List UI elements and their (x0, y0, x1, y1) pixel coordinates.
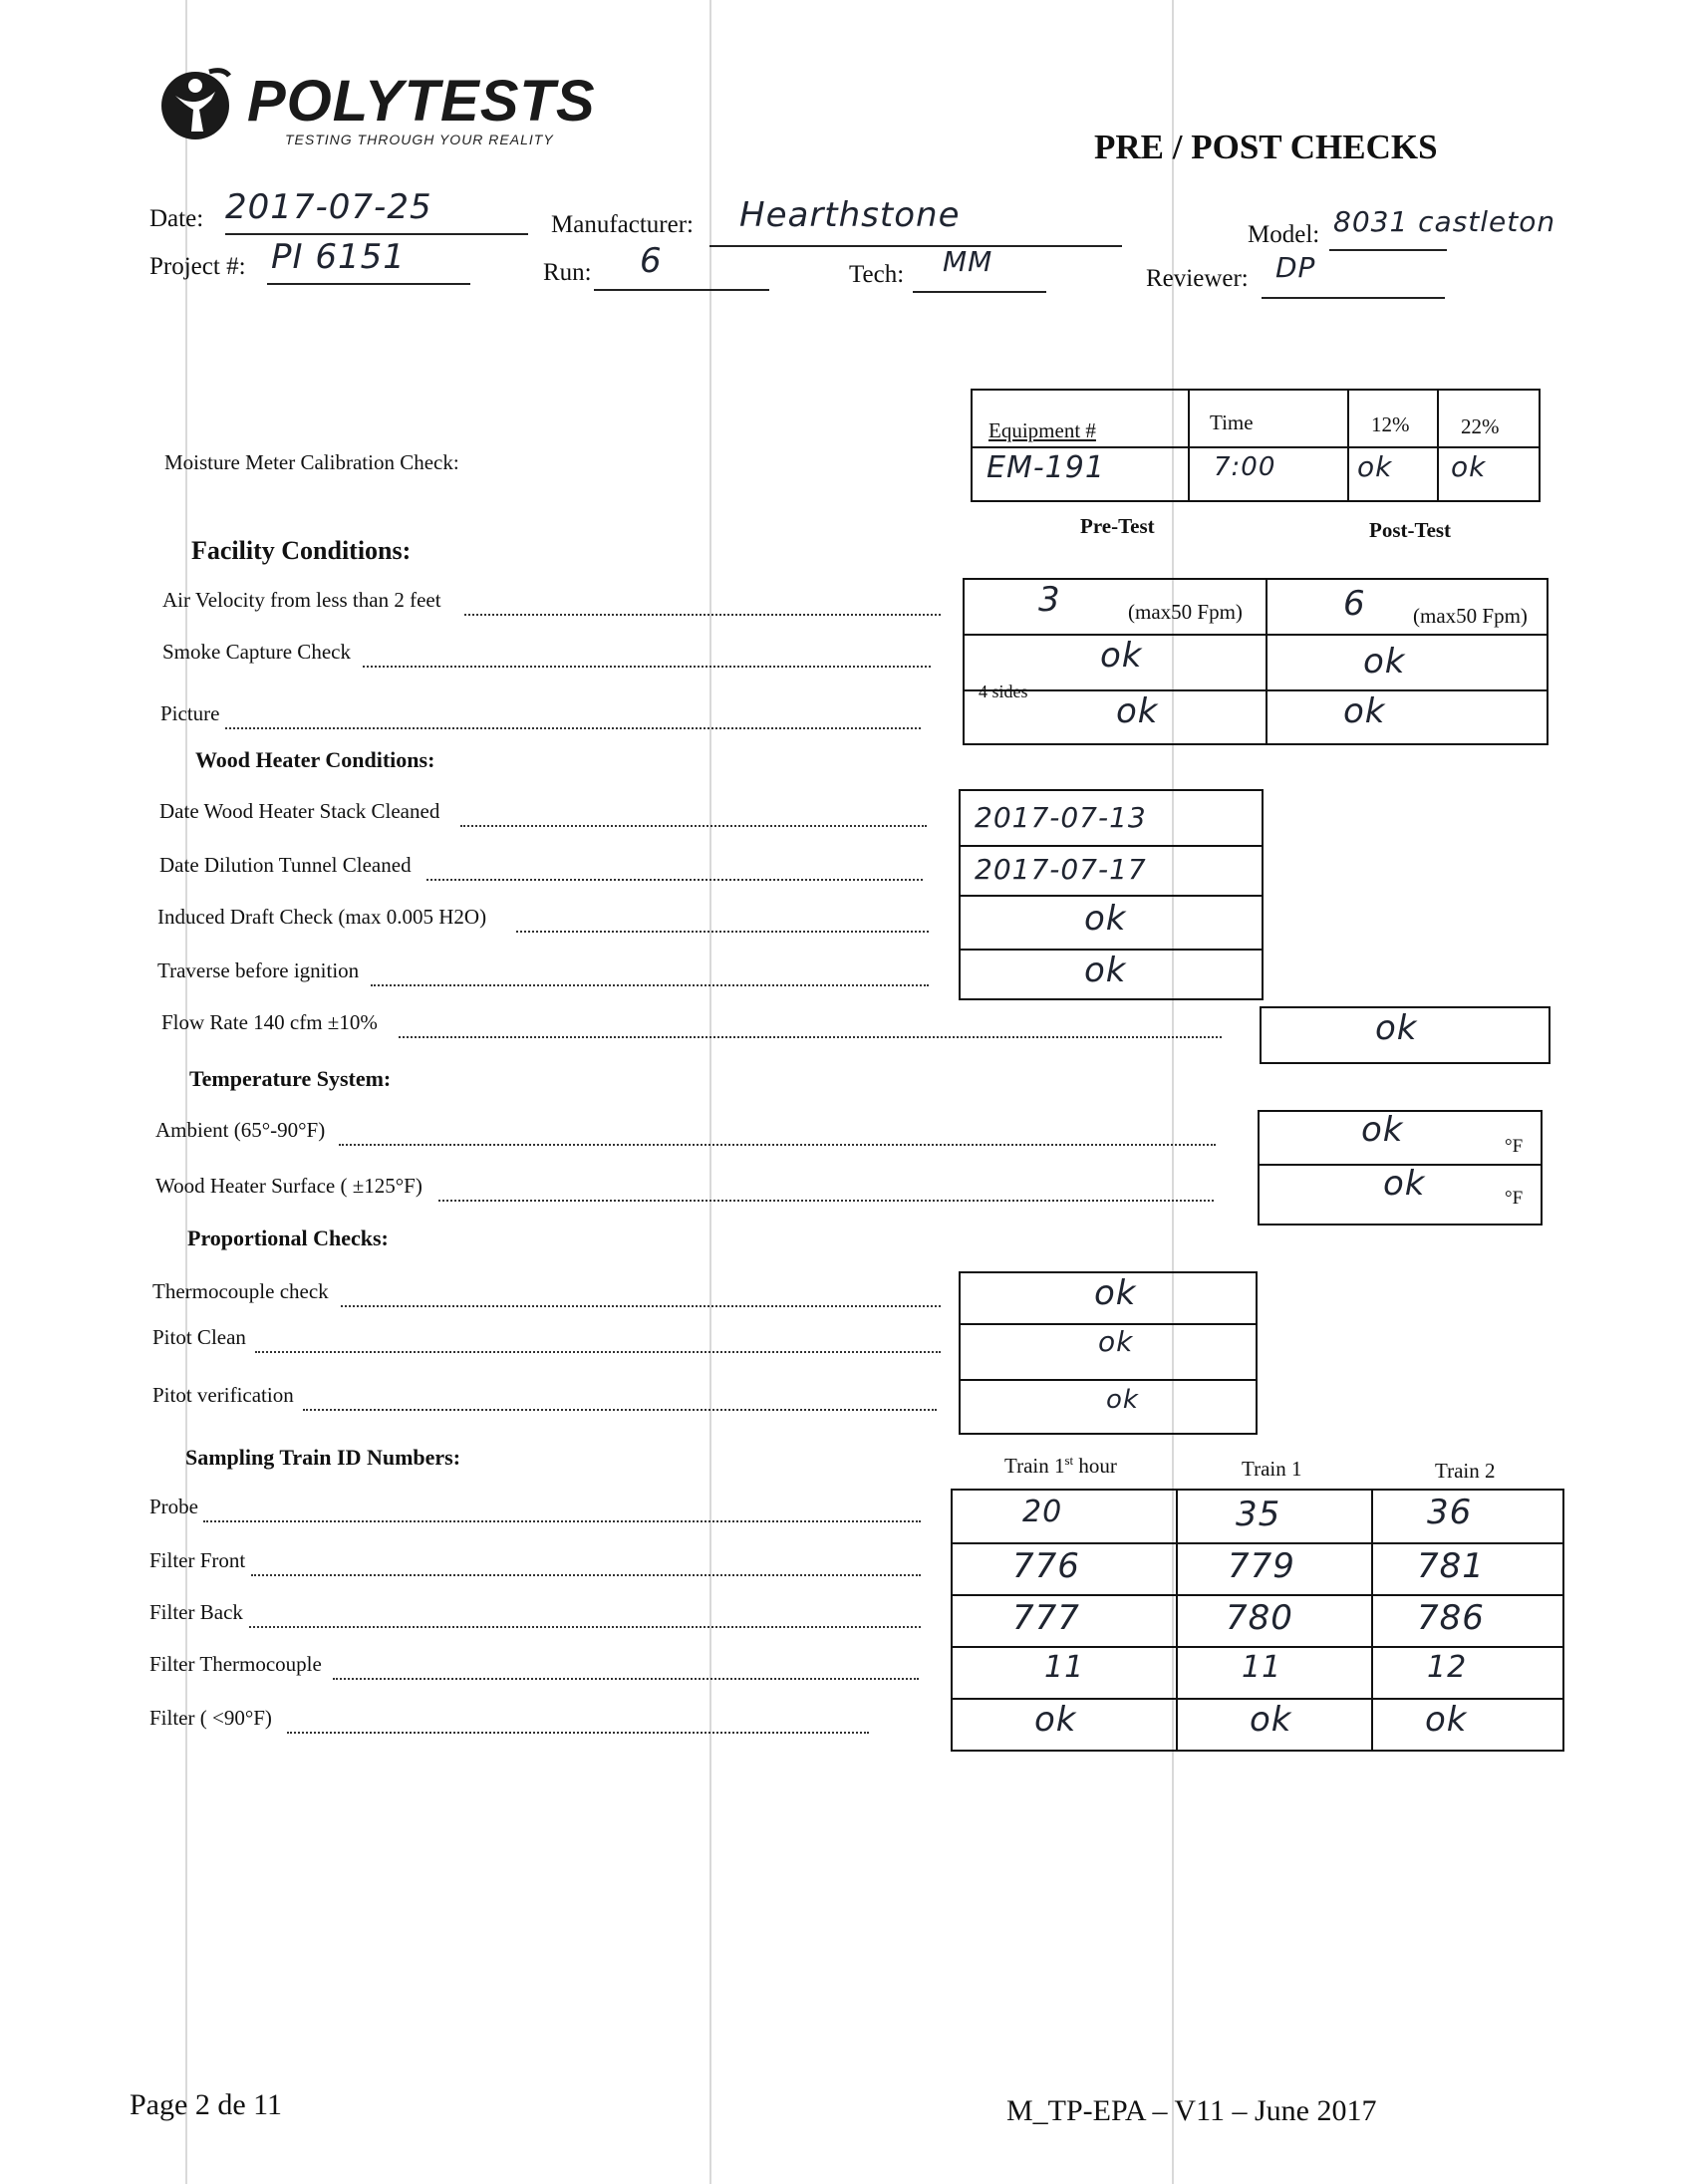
tech-field[interactable] (913, 245, 1046, 293)
filter-thermocouple-first-hour[interactable]: 11 (1044, 1650, 1085, 1685)
picture-post[interactable]: ok (1343, 691, 1386, 731)
pre-test-header: Pre-Test (1080, 514, 1155, 538)
air-velocity-pre-note: (max50 Fpm) (1128, 600, 1243, 624)
proportional-row-label: Pitot verification (152, 1383, 294, 1407)
smoke-capture-post[interactable]: ok (1363, 642, 1406, 682)
sampling-col-train2: Train 2 (1435, 1459, 1496, 1483)
moisture-header-equipment: Equipment # (988, 418, 1096, 442)
filter-temp-first-hour[interactable]: ok (1034, 1700, 1077, 1740)
reviewer-field[interactable] (1262, 251, 1445, 299)
ambient-value[interactable]: ok (1361, 1110, 1404, 1150)
filter-thermocouple-train1[interactable]: 11 (1242, 1650, 1282, 1685)
ambient-unit: °F (1505, 1136, 1524, 1157)
run-field[interactable] (594, 241, 769, 291)
probe-train2[interactable]: 36 (1427, 1493, 1473, 1532)
run-label: Run: (543, 259, 592, 286)
page-number: Page 2 de 11 (130, 2088, 283, 2121)
filter-temp-train2[interactable]: ok (1425, 1700, 1468, 1740)
page-title: PRE / POST CHECKS (1094, 128, 1438, 166)
probe-train1[interactable]: 35 (1236, 1495, 1281, 1534)
air-velocity-post-note: (max50 Fpm) (1413, 604, 1528, 628)
moisture-12-value[interactable]: ok (1357, 450, 1393, 483)
moisture-table (971, 389, 1541, 502)
flow-rate-label: Flow Rate 140 cfm ±10% (161, 1010, 378, 1034)
wood-heater-table (959, 789, 1264, 1000)
run-value: 6 (640, 241, 663, 281)
filter-temp-train1[interactable]: ok (1250, 1700, 1292, 1740)
filter-back-train2[interactable]: 786 (1417, 1598, 1485, 1638)
wood-heater-title: Wood Heater Conditions: (195, 747, 435, 772)
document-id: M_TP-EPA – V11 – June 2017 (1006, 2094, 1377, 2127)
manufacturer-label: Manufacturer: (551, 211, 694, 238)
logo-tagline: TESTING THROUGH YOUR REALITY (285, 132, 554, 147)
picture-pre[interactable]: ok (1116, 691, 1159, 731)
filter-front-train1[interactable]: 779 (1228, 1546, 1295, 1586)
filter-front-train2[interactable]: 781 (1417, 1546, 1485, 1586)
moisture-header-22: 22% (1461, 414, 1500, 438)
reviewer-label: Reviewer: (1146, 265, 1249, 292)
sampling-col-first: Train 1st hour (1004, 1453, 1117, 1478)
air-velocity-post[interactable]: 6 (1343, 584, 1366, 624)
filter-back-train1[interactable]: 780 (1226, 1598, 1293, 1638)
project-field[interactable] (267, 237, 470, 285)
polytests-logo-icon (157, 66, 235, 143)
surface-value[interactable]: ok (1383, 1164, 1426, 1204)
temperature-row-label: Ambient (65°-90°F) (155, 1118, 326, 1142)
manufacturer-field[interactable] (709, 195, 1122, 247)
proportional-row-label: Thermocouple check (152, 1279, 329, 1303)
moisture-label: Moisture Meter Calibration Check: (164, 450, 459, 474)
proportional-title: Proportional Checks: (187, 1226, 389, 1250)
project-value: PI 6151 (271, 237, 406, 277)
traverse-value[interactable]: ok (1084, 951, 1127, 990)
model-label: Model: (1248, 221, 1320, 248)
sampling-col-train1: Train 1 (1242, 1457, 1302, 1481)
logo-brand: POLYTESTS (247, 69, 596, 134)
sampling-table (951, 1489, 1564, 1752)
reviewer-value: DP (1275, 251, 1316, 284)
project-label: Project #: (149, 253, 246, 280)
filter-thermocouple-train2[interactable]: 12 (1427, 1650, 1468, 1685)
induced-draft-value[interactable]: ok (1084, 899, 1127, 939)
sampling-row-label: Filter ( <90°F) (149, 1706, 272, 1730)
temperature-table (1258, 1110, 1543, 1226)
pitot-clean-value[interactable]: ok (1098, 1325, 1134, 1358)
smoke-capture-pre[interactable]: ok (1100, 636, 1143, 676)
wood-heater-row-label: Date Dilution Tunnel Cleaned (159, 853, 412, 877)
sampling-title: Sampling Train ID Numbers: (185, 1445, 461, 1470)
facility-row-label: Air Velocity from less than 2 feet (162, 588, 441, 612)
manufacturer-value: Hearthstone (739, 195, 961, 235)
facility-row-label: Picture (160, 701, 220, 725)
smoke-capture-note: 4 sides (979, 682, 1028, 701)
proportional-table (959, 1271, 1258, 1435)
moisture-time-value[interactable]: 7:00 (1214, 452, 1276, 482)
tunnel-cleaned-value[interactable]: 2017-07-17 (975, 853, 1147, 886)
flow-rate-value: ok (1375, 1008, 1418, 1048)
date-label: Date: (149, 205, 204, 232)
model-field[interactable] (1329, 205, 1556, 251)
date-value: 2017-07-25 (225, 187, 432, 227)
pitot-verification-value[interactable]: ok (1106, 1385, 1139, 1415)
wood-heater-row-label: Date Wood Heater Stack Cleaned (159, 799, 440, 823)
proportional-row-label: Pitot Clean (152, 1325, 246, 1349)
moisture-22-value[interactable]: ok (1451, 450, 1487, 483)
sampling-row-label: Filter Front (149, 1548, 246, 1572)
flow-rate-cell[interactable] (1260, 1006, 1550, 1064)
moisture-header-12: 12% (1371, 412, 1410, 436)
stack-cleaned-value[interactable]: 2017-07-13 (975, 801, 1147, 834)
tech-label: Tech: (849, 261, 905, 288)
date-field[interactable] (225, 187, 528, 235)
sampling-row-label: Filter Back (149, 1600, 243, 1624)
filter-front-first-hour[interactable]: 776 (1012, 1546, 1080, 1586)
facility-title: Facility Conditions: (191, 536, 412, 565)
thermocouple-check-value[interactable]: ok (1094, 1273, 1137, 1313)
surface-unit: °F (1505, 1188, 1524, 1209)
moisture-equipment-value[interactable]: EM-191 (986, 450, 1105, 485)
sampling-row-label: Probe (149, 1495, 198, 1518)
post-test-header: Post-Test (1369, 518, 1452, 542)
temperature-row-label: Wood Heater Surface ( ±125°F) (155, 1174, 422, 1198)
facility-row-label: Smoke Capture Check (162, 640, 351, 664)
moisture-header-time: Time (1210, 410, 1254, 434)
facility-table (963, 578, 1549, 745)
temperature-title: Temperature System: (189, 1066, 392, 1091)
model-value: 8031 castleton (1333, 205, 1556, 238)
air-velocity-pre[interactable]: 3 (1038, 580, 1061, 620)
sampling-row-label: Filter Thermocouple (149, 1652, 322, 1676)
wood-heater-row-label: Traverse before ignition (157, 958, 360, 982)
tech-value: MM (943, 245, 993, 278)
wood-heater-row-label: Induced Draft Check (max 0.005 H2O) (157, 905, 487, 929)
probe-first-hour[interactable]: 20 (1022, 1495, 1063, 1529)
logo (157, 66, 596, 155)
filter-back-first-hour[interactable]: 777 (1012, 1598, 1080, 1638)
